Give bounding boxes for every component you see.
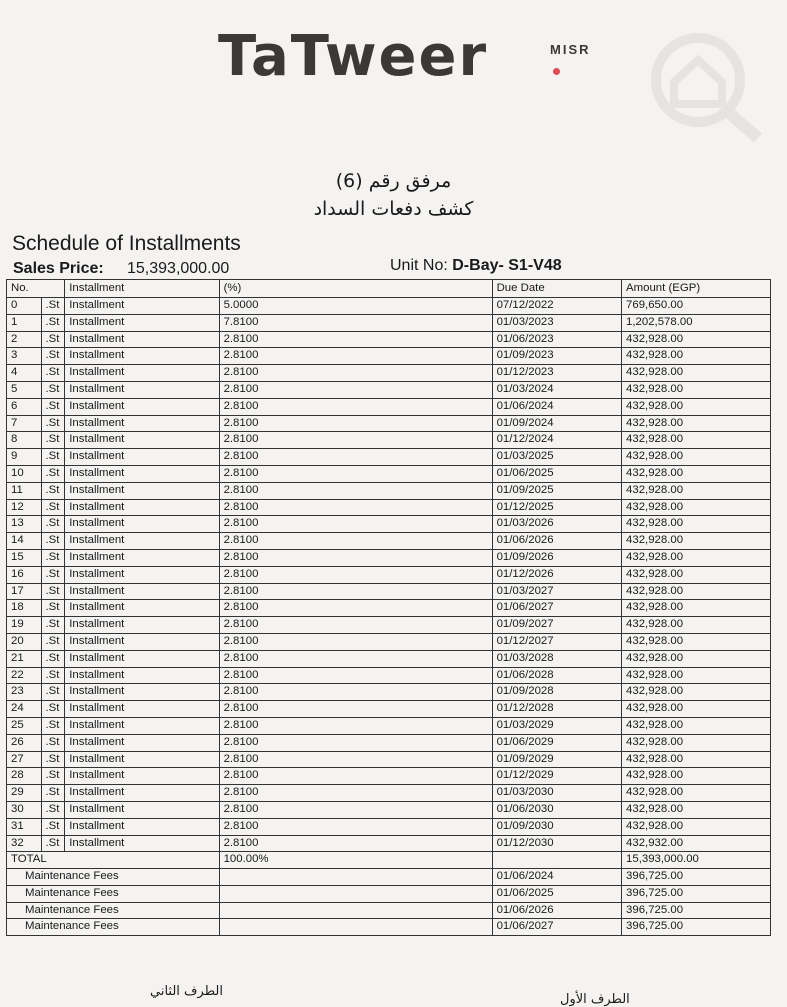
- row-amount: 432,928.00: [622, 684, 771, 701]
- row-percentage: 2.8100: [219, 684, 492, 701]
- row-amount: 432,928.00: [622, 818, 771, 835]
- table-row: [7, 617, 771, 634]
- row-installment: Installment: [65, 533, 219, 550]
- row-installment: Installment: [65, 617, 219, 634]
- row-installment: Installment: [65, 751, 219, 768]
- row-amount: 432,928.00: [622, 751, 771, 768]
- row-number: 32: [7, 835, 42, 852]
- row-number: 2: [7, 331, 42, 348]
- row-percentage: 2.8100: [219, 365, 492, 382]
- row-amount: 432,928.00: [622, 415, 771, 432]
- sales-price-label: Sales Price:: [13, 260, 104, 277]
- row-due-date: 01/09/2028: [492, 684, 621, 701]
- table-row: [7, 684, 771, 701]
- row-installment: Installment: [65, 566, 219, 583]
- row-percentage: 2.8100: [219, 432, 492, 449]
- company-logo-sub: MISR: [550, 42, 591, 57]
- header-pct: (%): [219, 280, 492, 298]
- row-number: 6: [7, 398, 42, 415]
- row-percentage: 2.8100: [219, 701, 492, 718]
- row-amount: 432,928.00: [622, 801, 771, 818]
- row-amount: 432,932.00: [622, 835, 771, 852]
- total-due-empty: [492, 852, 621, 869]
- row-number: 22: [7, 667, 42, 684]
- row-amount: 432,928.00: [622, 482, 771, 499]
- table-row: [7, 701, 771, 718]
- row-amount: 432,928.00: [622, 566, 771, 583]
- row-suffix: .St: [41, 314, 65, 331]
- row-installment: Installment: [65, 365, 219, 382]
- row-due-date: 01/12/2027: [492, 633, 621, 650]
- row-number: 31: [7, 818, 42, 835]
- maintenance-label: Maintenance Fees: [7, 919, 220, 936]
- row-due-date: 01/12/2024: [492, 432, 621, 449]
- table-row: [7, 331, 771, 348]
- row-percentage: 2.8100: [219, 549, 492, 566]
- row-due-date: 01/09/2023: [492, 348, 621, 365]
- row-due-date: 01/12/2030: [492, 835, 621, 852]
- row-due-date: 01/12/2029: [492, 768, 621, 785]
- row-suffix: .St: [41, 818, 65, 835]
- row-due-date: 01/12/2028: [492, 701, 621, 718]
- row-installment: Installment: [65, 432, 219, 449]
- row-amount: 432,928.00: [622, 667, 771, 684]
- maintenance-due-date: 01/06/2027: [492, 919, 621, 936]
- row-due-date: 01/06/2025: [492, 465, 621, 482]
- row-suffix: .St: [41, 516, 65, 533]
- row-number: 16: [7, 566, 42, 583]
- table-row: [7, 785, 771, 802]
- row-due-date: 01/09/2024: [492, 415, 621, 432]
- table-row: [7, 499, 771, 516]
- row-percentage: 2.8100: [219, 801, 492, 818]
- company-logo: TaTweer: [218, 24, 489, 89]
- maintenance-amount: 396,725.00: [622, 869, 771, 886]
- row-suffix: .St: [41, 348, 65, 365]
- row-due-date: 01/06/2023: [492, 331, 621, 348]
- row-number: 1: [7, 314, 42, 331]
- row-suffix: .St: [41, 785, 65, 802]
- logo-accent-dot: [553, 68, 560, 75]
- row-number: 25: [7, 717, 42, 734]
- row-number: 20: [7, 633, 42, 650]
- row-suffix: .St: [41, 381, 65, 398]
- row-number: 9: [7, 449, 42, 466]
- row-percentage: 2.8100: [219, 818, 492, 835]
- row-installment: Installment: [65, 785, 219, 802]
- row-due-date: 01/03/2026: [492, 516, 621, 533]
- row-percentage: 2.8100: [219, 650, 492, 667]
- row-number: 15: [7, 549, 42, 566]
- row-installment: Installment: [65, 717, 219, 734]
- total-amount: 15,393,000.00: [622, 852, 771, 869]
- home-search-watermark-icon: [630, 22, 770, 142]
- row-number: 27: [7, 751, 42, 768]
- table-row: [7, 398, 771, 415]
- row-percentage: 2.8100: [219, 751, 492, 768]
- row-percentage: 2.8100: [219, 449, 492, 466]
- row-amount: 432,928.00: [622, 549, 771, 566]
- row-installment: Installment: [65, 684, 219, 701]
- table-row: [7, 717, 771, 734]
- row-due-date: 01/09/2029: [492, 751, 621, 768]
- row-due-date: 01/09/2025: [492, 482, 621, 499]
- row-installment: Installment: [65, 298, 219, 315]
- row-suffix: .St: [41, 449, 65, 466]
- row-suffix: .St: [41, 801, 65, 818]
- row-percentage: 2.8100: [219, 633, 492, 650]
- row-due-date: 01/06/2026: [492, 533, 621, 550]
- row-due-date: 01/03/2024: [492, 381, 621, 398]
- row-percentage: 2.8100: [219, 398, 492, 415]
- row-number: 11: [7, 482, 42, 499]
- row-due-date: 01/09/2027: [492, 617, 621, 634]
- row-number: 10: [7, 465, 42, 482]
- row-percentage: 2.8100: [219, 516, 492, 533]
- maintenance-row: [7, 885, 771, 902]
- row-percentage: 2.8100: [219, 381, 492, 398]
- header-installment: Installment: [65, 280, 219, 298]
- table-row: [7, 314, 771, 331]
- row-suffix: .St: [41, 499, 65, 516]
- maintenance-row: [7, 869, 771, 886]
- row-amount: 432,928.00: [622, 768, 771, 785]
- row-due-date: 01/06/2029: [492, 734, 621, 751]
- row-percentage: 2.8100: [219, 768, 492, 785]
- row-due-date: 01/06/2030: [492, 801, 621, 818]
- row-suffix: .St: [41, 566, 65, 583]
- row-suffix: .St: [41, 633, 65, 650]
- row-suffix: .St: [41, 298, 65, 315]
- row-due-date: 01/09/2030: [492, 818, 621, 835]
- row-due-date: 01/03/2023: [492, 314, 621, 331]
- row-suffix: .St: [41, 701, 65, 718]
- row-amount: 432,928.00: [622, 650, 771, 667]
- row-suffix: .St: [41, 768, 65, 785]
- total-percentage: 100.00%: [219, 852, 492, 869]
- row-installment: Installment: [65, 465, 219, 482]
- maintenance-row: [7, 902, 771, 919]
- row-amount: 1,202,578.00: [622, 314, 771, 331]
- unit-value: D-Bay- S1-V48: [452, 257, 562, 274]
- row-percentage: 2.8100: [219, 600, 492, 617]
- row-amount: 432,928.00: [622, 465, 771, 482]
- total-row: [7, 852, 771, 869]
- row-installment: Installment: [65, 549, 219, 566]
- row-installment: Installment: [65, 650, 219, 667]
- row-amount: 432,928.00: [622, 785, 771, 802]
- table-row: [7, 818, 771, 835]
- row-installment: Installment: [65, 801, 219, 818]
- row-amount: 432,928.00: [622, 331, 771, 348]
- table-row: [7, 549, 771, 566]
- row-percentage: 5.0000: [219, 298, 492, 315]
- row-installment: Installment: [65, 818, 219, 835]
- row-installment: Installment: [65, 583, 219, 600]
- table-row: [7, 650, 771, 667]
- row-due-date: 01/06/2027: [492, 600, 621, 617]
- row-suffix: .St: [41, 717, 65, 734]
- row-amount: 432,928.00: [622, 516, 771, 533]
- row-number: 23: [7, 684, 42, 701]
- row-suffix: .St: [41, 835, 65, 852]
- row-installment: Installment: [65, 768, 219, 785]
- row-percentage: 2.8100: [219, 785, 492, 802]
- row-installment: Installment: [65, 701, 219, 718]
- unit-label: Unit No:: [390, 257, 448, 274]
- row-installment: Installment: [65, 734, 219, 751]
- row-percentage: 2.8100: [219, 734, 492, 751]
- row-installment: Installment: [65, 482, 219, 499]
- row-suffix: .St: [41, 751, 65, 768]
- row-due-date: 01/12/2026: [492, 566, 621, 583]
- row-suffix: .St: [41, 549, 65, 566]
- table-row: [7, 465, 771, 482]
- row-suffix: .St: [41, 667, 65, 684]
- row-due-date: 01/03/2029: [492, 717, 621, 734]
- row-percentage: 2.8100: [219, 717, 492, 734]
- row-amount: 432,928.00: [622, 617, 771, 634]
- row-amount: 432,928.00: [622, 499, 771, 516]
- maintenance-amount: 396,725.00: [622, 919, 771, 936]
- row-percentage: 2.8100: [219, 415, 492, 432]
- row-percentage: 2.8100: [219, 482, 492, 499]
- row-number: 30: [7, 801, 42, 818]
- row-number: 12: [7, 499, 42, 516]
- row-due-date: 01/03/2025: [492, 449, 621, 466]
- row-installment: Installment: [65, 314, 219, 331]
- row-suffix: .St: [41, 465, 65, 482]
- row-number: 3: [7, 348, 42, 365]
- maintenance-pct-empty: [219, 869, 492, 886]
- maintenance-label: Maintenance Fees: [7, 902, 220, 919]
- maintenance-label: Maintenance Fees: [7, 885, 220, 902]
- row-installment: Installment: [65, 667, 219, 684]
- table-row: [7, 298, 771, 315]
- table-row: [7, 566, 771, 583]
- row-installment: Installment: [65, 348, 219, 365]
- row-percentage: 2.8100: [219, 465, 492, 482]
- row-amount: 432,928.00: [622, 583, 771, 600]
- installments-table: [6, 279, 771, 936]
- row-due-date: 01/03/2028: [492, 650, 621, 667]
- row-amount: 432,928.00: [622, 449, 771, 466]
- row-installment: Installment: [65, 331, 219, 348]
- row-number: 19: [7, 617, 42, 634]
- row-number: 13: [7, 516, 42, 533]
- row-suffix: .St: [41, 650, 65, 667]
- table-row: [7, 381, 771, 398]
- row-due-date: 01/06/2024: [492, 398, 621, 415]
- row-installment: Installment: [65, 499, 219, 516]
- row-due-date: 07/12/2022: [492, 298, 621, 315]
- maintenance-label: Maintenance Fees: [7, 869, 220, 886]
- row-amount: 432,928.00: [622, 432, 771, 449]
- table-row: [7, 449, 771, 466]
- table-row: [7, 415, 771, 432]
- maintenance-due-date: 01/06/2026: [492, 902, 621, 919]
- table-row: [7, 432, 771, 449]
- row-due-date: 01/03/2027: [492, 583, 621, 600]
- row-amount: 432,928.00: [622, 701, 771, 718]
- row-installment: Installment: [65, 398, 219, 415]
- table-row: [7, 633, 771, 650]
- row-amount: 769,650.00: [622, 298, 771, 315]
- table-row: [7, 801, 771, 818]
- row-installment: Installment: [65, 633, 219, 650]
- annex-number-ar: مرفق رقم (6): [335, 170, 452, 192]
- payment-statement-ar: كشف دفعات السداد: [313, 198, 474, 220]
- row-number: 8: [7, 432, 42, 449]
- row-percentage: 7.8100: [219, 314, 492, 331]
- row-due-date: 01/09/2026: [492, 549, 621, 566]
- table-row: [7, 583, 771, 600]
- header-due: Due Date: [492, 280, 621, 298]
- row-amount: 432,928.00: [622, 633, 771, 650]
- row-suffix: .St: [41, 365, 65, 382]
- row-percentage: 2.8100: [219, 583, 492, 600]
- row-amount: 432,928.00: [622, 348, 771, 365]
- maintenance-pct-empty: [219, 919, 492, 936]
- row-due-date: 01/03/2030: [492, 785, 621, 802]
- row-number: 17: [7, 583, 42, 600]
- row-number: 7: [7, 415, 42, 432]
- maintenance-row: [7, 919, 771, 936]
- maintenance-amount: 396,725.00: [622, 885, 771, 902]
- row-suffix: .St: [41, 617, 65, 634]
- row-suffix: .St: [41, 533, 65, 550]
- row-due-date: 01/12/2025: [492, 499, 621, 516]
- table-row: [7, 348, 771, 365]
- row-number: 14: [7, 533, 42, 550]
- table-row: [7, 600, 771, 617]
- row-suffix: .St: [41, 398, 65, 415]
- table-row: [7, 516, 771, 533]
- row-percentage: 2.8100: [219, 348, 492, 365]
- first-party-signature-label: الطرف الأول: [560, 992, 630, 1007]
- row-installment: Installment: [65, 516, 219, 533]
- row-installment: Installment: [65, 600, 219, 617]
- row-number: 29: [7, 785, 42, 802]
- row-amount: 432,928.00: [622, 398, 771, 415]
- row-percentage: 2.8100: [219, 533, 492, 550]
- row-number: 5: [7, 381, 42, 398]
- row-installment: Installment: [65, 415, 219, 432]
- table-row: [7, 734, 771, 751]
- row-percentage: 2.8100: [219, 566, 492, 583]
- row-number: 4: [7, 365, 42, 382]
- row-number: 21: [7, 650, 42, 667]
- total-label: TOTAL: [7, 852, 220, 869]
- table-row: [7, 482, 771, 499]
- row-due-date: 01/12/2023: [492, 365, 621, 382]
- row-installment: Installment: [65, 381, 219, 398]
- row-amount: 432,928.00: [622, 734, 771, 751]
- row-suffix: .St: [41, 684, 65, 701]
- row-suffix: .St: [41, 600, 65, 617]
- row-suffix: .St: [41, 415, 65, 432]
- row-amount: 432,928.00: [622, 381, 771, 398]
- row-installment: Installment: [65, 835, 219, 852]
- row-amount: 432,928.00: [622, 533, 771, 550]
- table-row: [7, 365, 771, 382]
- row-suffix: .St: [41, 482, 65, 499]
- maintenance-due-date: 01/06/2025: [492, 885, 621, 902]
- row-number: 26: [7, 734, 42, 751]
- table-row: [7, 768, 771, 785]
- row-number: 24: [7, 701, 42, 718]
- row-amount: 432,928.00: [622, 717, 771, 734]
- header-no: No.: [7, 280, 65, 298]
- row-number: 28: [7, 768, 42, 785]
- sales-price-value: 15,393,000.00: [127, 260, 230, 277]
- table-row: [7, 835, 771, 852]
- row-percentage: 2.8100: [219, 617, 492, 634]
- row-suffix: .St: [41, 432, 65, 449]
- row-suffix: .St: [41, 734, 65, 751]
- header-amount: Amount (EGP): [622, 280, 771, 298]
- page-title: Schedule of Installments: [12, 232, 241, 255]
- table-row: [7, 751, 771, 768]
- unit-number: [390, 257, 562, 275]
- row-amount: 432,928.00: [622, 365, 771, 382]
- row-percentage: 2.8100: [219, 499, 492, 516]
- maintenance-pct-empty: [219, 902, 492, 919]
- second-party-signature-label: الطرف الثاني: [150, 984, 223, 999]
- maintenance-amount: 396,725.00: [622, 902, 771, 919]
- maintenance-due-date: 01/06/2024: [492, 869, 621, 886]
- row-due-date: 01/06/2028: [492, 667, 621, 684]
- row-installment: Installment: [65, 449, 219, 466]
- row-number: 18: [7, 600, 42, 617]
- row-percentage: 2.8100: [219, 331, 492, 348]
- row-number: 0: [7, 298, 42, 315]
- row-percentage: 2.8100: [219, 835, 492, 852]
- table-row: [7, 667, 771, 684]
- table-header-row: [7, 280, 771, 298]
- row-amount: 432,928.00: [622, 600, 771, 617]
- row-suffix: .St: [41, 331, 65, 348]
- row-suffix: .St: [41, 583, 65, 600]
- table-row: [7, 533, 771, 550]
- maintenance-pct-empty: [219, 885, 492, 902]
- row-percentage: 2.8100: [219, 667, 492, 684]
